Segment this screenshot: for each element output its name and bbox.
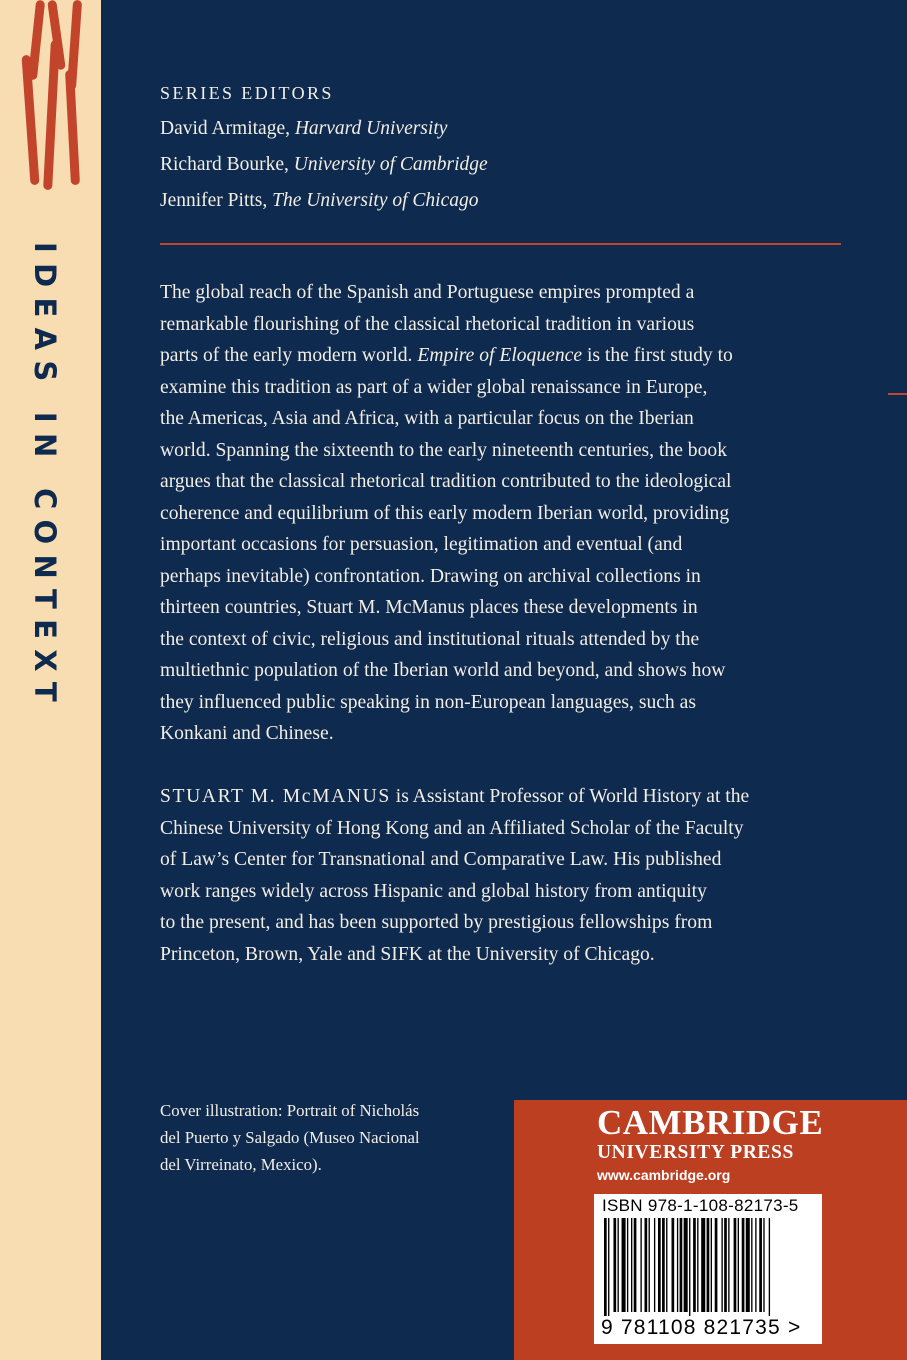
barcode-bar [697, 1218, 698, 1312]
barcode-bar [751, 1218, 752, 1312]
barcode-bar [746, 1218, 750, 1312]
barcode-bar [640, 1218, 641, 1312]
isbn-label: ISBN 978-1-108-82173-5 [602, 1196, 799, 1215]
description-line: Konkani and Chinese. [160, 723, 334, 744]
credit-line: Cover illustration: Portrait of Nicholás [160, 1101, 420, 1120]
spine-stripe [65, 70, 80, 185]
barcode-bar [680, 1218, 683, 1312]
barcode-bar [645, 1218, 648, 1312]
series-editors-heading: SERIES EDITORS [160, 83, 334, 103]
barcode-bar [662, 1218, 665, 1312]
barcode-bar [634, 1218, 637, 1312]
description-line: argues that the classical rhetorical tradition contributed to the ideological [160, 471, 732, 492]
description-line: they influenced public speaking in non-European languages, such as [160, 691, 696, 713]
credit-line: del Virreinato, Mexico). [160, 1155, 322, 1174]
barcode-bar [658, 1218, 661, 1312]
barcode-bar [755, 1218, 756, 1312]
barcode-bars [602, 1218, 812, 1316]
barcode-bar [672, 1218, 675, 1312]
description-line: coherence and equilibrium of this early modern Iberian world, providing [160, 502, 730, 524]
credit-line: del Puerto y Salgado (Museo Nacional [160, 1128, 420, 1147]
ean-digits: 9 781108 821735 > [601, 1316, 802, 1339]
author-name: STUART M. McMANUS [160, 786, 391, 807]
barcode-bar [627, 1218, 628, 1312]
barcode-bar [666, 1218, 667, 1312]
series-editor: Richard Bourke, University of Cambridge [160, 154, 488, 175]
spine [0, 0, 101, 1360]
description-line: important occasions for persuasion, legitimation and eventual (and [160, 534, 683, 555]
description-line: perhaps inevitable) confrontation. Drawing on archival collections in [160, 565, 701, 587]
book-description [160, 277, 850, 750]
barcode-bar [769, 1218, 770, 1316]
barcode-bar [631, 1218, 632, 1312]
bio-line: to the present, and has been supported by prestigious fellowships from [160, 912, 713, 933]
book-title: Empire of Eloquence [417, 345, 583, 366]
description-line: the Americas, Asia and Africa, with a particular focus on the Iberian [160, 408, 694, 429]
barcode-bar [604, 1218, 607, 1316]
barcode-bar [608, 1218, 609, 1316]
barcode-bar [763, 1218, 764, 1312]
barcode-bar [728, 1218, 729, 1312]
barcode-bar [715, 1218, 718, 1312]
barcode-bar [734, 1218, 737, 1312]
series-editor: David Armitage, Harvard University [160, 118, 448, 139]
publisher-subname: UNIVERSITY PRESS [597, 1142, 794, 1163]
spine-stripe [43, 40, 60, 190]
description-line: examine this tradition as part of a wider global renaissance in Europe, [160, 376, 708, 398]
series-title: IDEAS IN CONTEXT [28, 242, 62, 712]
description-line: multiethnic population of the Iberian world and beyond, and shows how [160, 660, 726, 681]
divider-rule [160, 243, 841, 245]
description-line: parts of the early modern world. Empire of Eloquence is the first study to [160, 345, 733, 366]
description-line: The global reach of the Spanish and Portuguese empires prompted a [160, 282, 695, 303]
bio-line: STUART M. McMANUS is Assistant Professor of World History at the [160, 786, 750, 807]
barcode-bar [689, 1218, 690, 1316]
barcode-bar [684, 1218, 688, 1312]
barcode-bar [618, 1218, 619, 1312]
description-line: the context of civic, religious and institutional rituals attended by the [160, 628, 700, 650]
barcode-bar [711, 1218, 712, 1312]
barcode-bar [724, 1218, 727, 1312]
barcode-bar [649, 1218, 650, 1312]
barcode-bar [677, 1218, 678, 1312]
description-line: remarkable flourishing of the classical rhetorical tradition in various [160, 313, 695, 335]
publisher-name: CAMBRIDGE [597, 1103, 824, 1142]
description-line: thirteen countries, Stuart M. McManus places these developments in [160, 597, 698, 618]
bio-line: Princeton, Brown, Yale and SIFK at the University of Chicago. [160, 943, 655, 965]
series-editor: Jennifer Pitts, The University of Chicago [160, 190, 479, 211]
barcode-bar [721, 1218, 722, 1312]
fold-mark [888, 393, 907, 395]
bio-line: work ranges widely across Hispanic and global history from antiquity [160, 880, 707, 902]
barcode-bar [742, 1218, 745, 1312]
description-line: world. Spanning the sixteenth to the early nineteenth centuries, the book [160, 439, 727, 461]
cover-illustration-credit [160, 1097, 420, 1178]
barcode-bar [693, 1218, 696, 1312]
barcode-bar [701, 1218, 705, 1312]
bio-line: Chinese University of Hong Kong and an Affiliated Scholar of the Faculty [160, 817, 744, 839]
bio-line: of Law’s Center for Transnational and Comparative Law. His published [160, 849, 722, 870]
barcode-bar [759, 1218, 762, 1312]
barcode-bar [613, 1218, 616, 1312]
barcode-bar [707, 1218, 710, 1312]
barcode-bar [654, 1218, 655, 1312]
author-bio [160, 781, 850, 970]
publisher-url: www.cambridge.org [597, 1167, 731, 1183]
barcode-bar [738, 1218, 739, 1312]
barcode-bar [622, 1218, 626, 1312]
